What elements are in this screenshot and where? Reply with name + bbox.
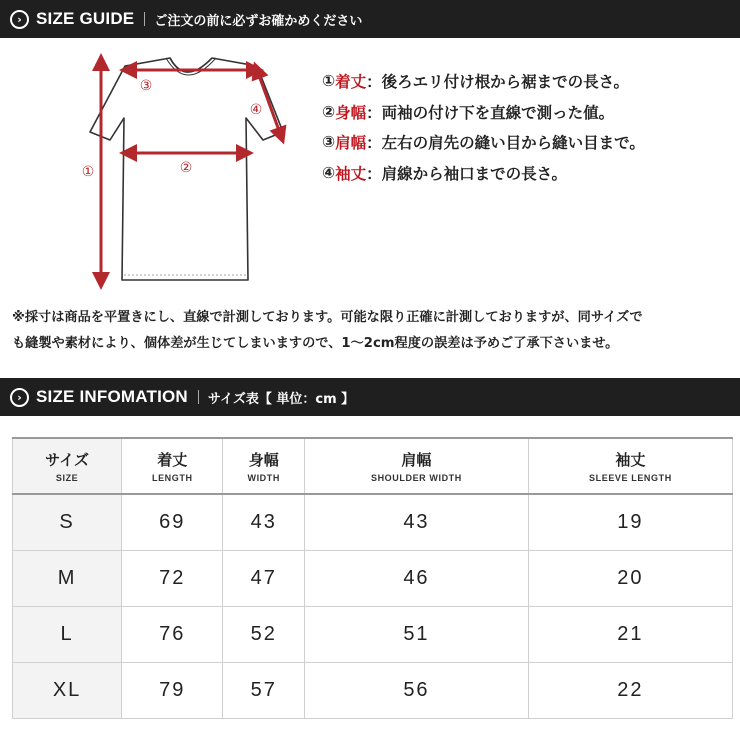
header-divider bbox=[144, 12, 145, 26]
size-cell: S bbox=[13, 494, 122, 550]
size-cell: L bbox=[13, 606, 122, 662]
width-marker: ② bbox=[179, 160, 193, 176]
shoulder-marker: ③ bbox=[139, 78, 153, 94]
width-cell: 43 bbox=[223, 494, 305, 550]
size-info-title: SIZE INFOMATION bbox=[36, 387, 188, 406]
sleeve-cell: 20 bbox=[528, 550, 732, 606]
header-size: サイズ SIZE bbox=[13, 438, 122, 494]
sleeve-cell: 21 bbox=[528, 606, 732, 662]
shoulder-cell: 56 bbox=[305, 662, 529, 718]
width-cell: 52 bbox=[223, 606, 305, 662]
sleeve-cell: 19 bbox=[528, 494, 732, 550]
legend-number: ① bbox=[322, 72, 336, 91]
size-guide-header bbox=[0, 0, 740, 38]
header-length: 着丈 LENGTH bbox=[122, 438, 223, 494]
shoulder-cell: 46 bbox=[305, 550, 529, 606]
header-divider bbox=[198, 390, 199, 404]
sleeve-marker: ④ bbox=[249, 102, 263, 118]
size-info-subtitle: サイズ表【 単位：cm 】 bbox=[207, 391, 355, 407]
shoulder-cell: 43 bbox=[305, 494, 529, 550]
table-row bbox=[13, 662, 733, 718]
table-header-row bbox=[13, 438, 733, 494]
legend-item-length bbox=[322, 66, 645, 97]
legend-number: ③ bbox=[322, 133, 336, 152]
legend-term: 着丈 bbox=[335, 73, 367, 92]
note-line-1: ※採寸は商品を平置きにし、直線で計測しております。可能な限り正確に計測しておりますが、同サイズで bbox=[12, 310, 643, 325]
size-info-header bbox=[0, 378, 740, 416]
length-cell: 72 bbox=[122, 550, 223, 606]
width-cell: 57 bbox=[223, 662, 305, 718]
table-row bbox=[13, 494, 733, 550]
measurement-note bbox=[12, 305, 732, 357]
measurement-legend bbox=[322, 66, 645, 188]
length-cell: 69 bbox=[122, 494, 223, 550]
header-sleeve-length: 袖丈 SLEEVE LENGTH bbox=[528, 438, 732, 494]
legend-item-sleeve bbox=[322, 158, 645, 189]
legend-term: 袖丈 bbox=[335, 164, 367, 183]
legend-item-shoulder bbox=[322, 127, 645, 158]
header-shoulder-width: 肩幅 SHOULDER WIDTH bbox=[305, 438, 529, 494]
length-cell: 76 bbox=[122, 606, 223, 662]
chevron-right-circle-icon: › bbox=[10, 388, 29, 407]
shoulder-cell: 51 bbox=[305, 606, 529, 662]
note-line-2: も縫製や素材により、個体差が生じてしまいますので、1〜2cm程度の誤差は予めご了承下さいませ。 bbox=[12, 336, 619, 351]
chevron-right-circle-icon: › bbox=[10, 10, 29, 29]
legend-description: ：後ろエリ付け根から裾までの長さ。 bbox=[366, 73, 630, 92]
legend-term: 肩幅 bbox=[335, 134, 367, 153]
size-cell: M bbox=[13, 550, 122, 606]
size-guide-title: SIZE GUIDE bbox=[36, 9, 135, 28]
legend-item-width bbox=[322, 97, 645, 128]
legend-term: 身幅 bbox=[335, 103, 367, 122]
legend-description: ：左右の肩先の縫い目から縫い目まで。 bbox=[366, 134, 645, 153]
header-width: 身幅 WIDTH bbox=[223, 438, 305, 494]
size-table bbox=[12, 437, 733, 719]
table-row bbox=[13, 550, 733, 606]
tshirt-measurement-diagram bbox=[70, 48, 300, 298]
table-row bbox=[13, 606, 733, 662]
legend-description: ：両袖の付け下を直線で測った値。 bbox=[366, 103, 615, 122]
sleeve-cell: 22 bbox=[528, 662, 732, 718]
length-marker: ① bbox=[81, 164, 95, 180]
length-cell: 79 bbox=[122, 662, 223, 718]
size-guide-subtitle: ご注文の前に必ずお確かめください bbox=[154, 13, 363, 29]
legend-number: ② bbox=[322, 102, 336, 121]
size-cell: XL bbox=[13, 662, 122, 718]
legend-number: ④ bbox=[322, 163, 336, 182]
width-cell: 47 bbox=[223, 550, 305, 606]
legend-description: ：肩線から袖口までの長さ。 bbox=[366, 164, 568, 183]
